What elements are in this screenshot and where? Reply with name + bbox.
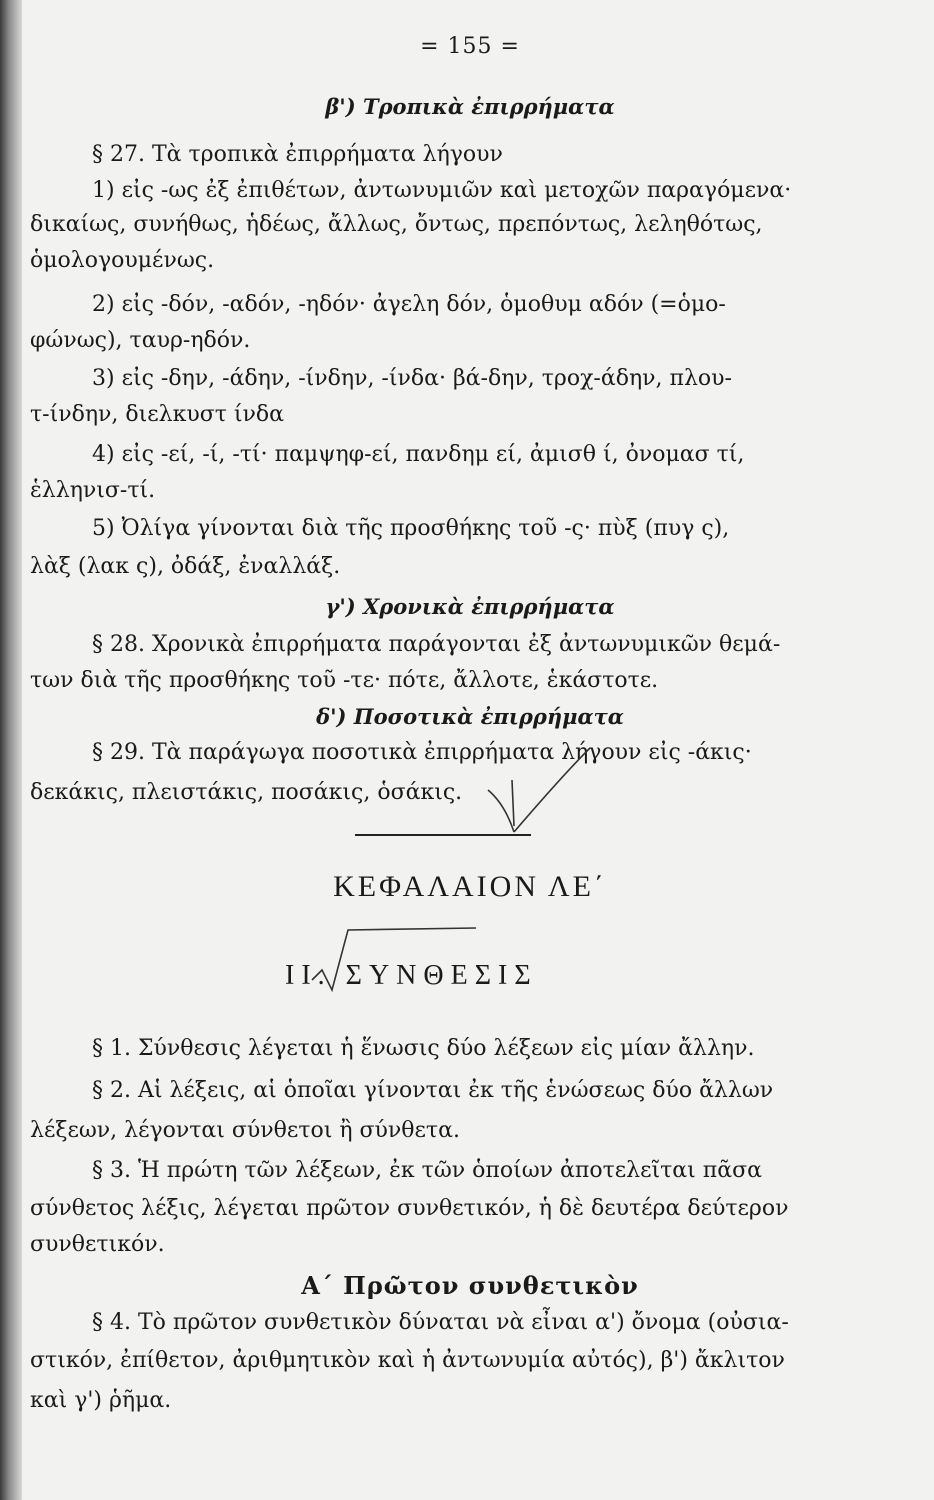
text-line: δεκάκις, πλειστάκις, ποσάκις, ὁσάκις. <box>30 780 463 805</box>
text-line: 3) εἰς -δην, -άδην, -ίνδην, -ίνδα· βά-δην, τροχ-άδην, πλου- <box>92 366 732 391</box>
text-line: λὰξ (λακ ς), ὀδάξ, ἐναλλάξ. <box>30 554 341 579</box>
paragraph-29: § 29. Τὰ παράγωγα ποσοτικὰ ἐπιρρήματα λήγουν εἰς -άκις· <box>92 740 752 765</box>
text-line: των διὰ τῆς προσθήκης τοῦ -τε· πότε, ἄλλοτε, ἑκάστοτε. <box>30 668 659 693</box>
paragraph-28: § 28. Χρονικὰ ἐπιρρήματα παράγονται ἐξ ἀντωνυμικῶν θεμά- <box>92 632 781 657</box>
paragraph-2: § 2. Αἱ λέξεις, αἱ ὁποῖαι γίνονται ἐκ τῆς ἑνώσεως δύο ἄλλων <box>92 1078 774 1103</box>
text-line: 4) εἰς -εί, -ί, -τί· παμψηφ-εί, πανδημ εί, ἀμισθ ί, ὀνομασ τί, <box>92 442 745 467</box>
text-line: τ-ίνδην, διελκυστ ίνδα <box>30 402 285 427</box>
book-spine-shadow <box>0 0 22 1500</box>
paragraph-27: § 27. Τὰ τροπικὰ ἐπιρρήματα λήγουν <box>92 142 503 167</box>
heading-chronika: γ') Χρονικὰ ἐπιρρήματα <box>325 594 615 619</box>
text-line: 1) εἰς -ως ἐξ ἐπιθέτων, ἀντωνυμιῶν καὶ μετοχῶν παραγόμενα· <box>92 178 792 203</box>
page-number: = 155 = <box>420 34 520 59</box>
text-line: συνθετικόν. <box>30 1232 165 1257</box>
text-line: 2) εἰς -δόν, -αδόν, -ηδόν· ἀγελη δόν, ὁμοθυμ αδόν (=ὁμο- <box>92 292 726 317</box>
text-line: δικαίως, συνήθως, ἡδέως, ἄλλως, ὄντως, πρεπόντως, λεληθότως, <box>30 212 763 237</box>
heading-posotika: δ') Ποσοτικὰ ἐπιρρήματα <box>316 704 624 729</box>
heading-tropika: β') Τροπικὰ ἐπιρρήματα <box>325 94 615 119</box>
text-line: ὁμολογουμένως. <box>30 248 215 273</box>
text-line: λέξεων, λέγονται σύνθετοι ἢ σύνθετα. <box>30 1118 460 1143</box>
text-line: ἑλληνισ-τί. <box>30 478 156 503</box>
text-line: καὶ γ') ῥῆμα. <box>30 1388 172 1413</box>
chapter-title: ΚΕΦΑΛΑΙΟΝ ΛΕ΄ <box>333 870 607 903</box>
section-title: ΙΙ. ΣΥΝΘΕΣΙΣ <box>285 960 538 991</box>
text-line: φώνως), ταυρ-ηδόν. <box>30 328 251 353</box>
text-line: στικόν, ἐπίθετον, ἀριθμητικὸν καὶ ἡ ἀντωνυμία αὐτός), β') ἄκλιτον <box>30 1348 785 1373</box>
text-line: σύνθετος λέξις, λέγεται πρῶτον συνθετικόν, ἡ δὲ δευτέρα δεύτερον <box>30 1196 789 1221</box>
section-divider <box>355 834 531 836</box>
paragraph-4: § 4. Τὸ πρῶτον συνθετικὸν δύναται νὰ εἶναι α') ὄνομα (οὐσια- <box>92 1310 789 1335</box>
book-page <box>30 0 910 1500</box>
text-line: 5) Ὀλίγα γίνονται διὰ τῆς προσθήκης τοῦ -ς· πὺξ (πυγ ς), <box>92 516 730 541</box>
paragraph-1: § 1. Σύνθεσις λέγεται ἡ ἕνωσις δύο λέξεων εἰς μίαν ἄλλην. <box>92 1036 755 1061</box>
paragraph-3: § 3. Ἡ πρώτη τῶν λέξεων, ἐκ τῶν ὁποίων ἀποτελεῖται πᾶσα <box>92 1158 762 1183</box>
heading-proton-syntheticon: Α΄ Πρῶτον συνθετικὸν <box>301 1271 639 1300</box>
